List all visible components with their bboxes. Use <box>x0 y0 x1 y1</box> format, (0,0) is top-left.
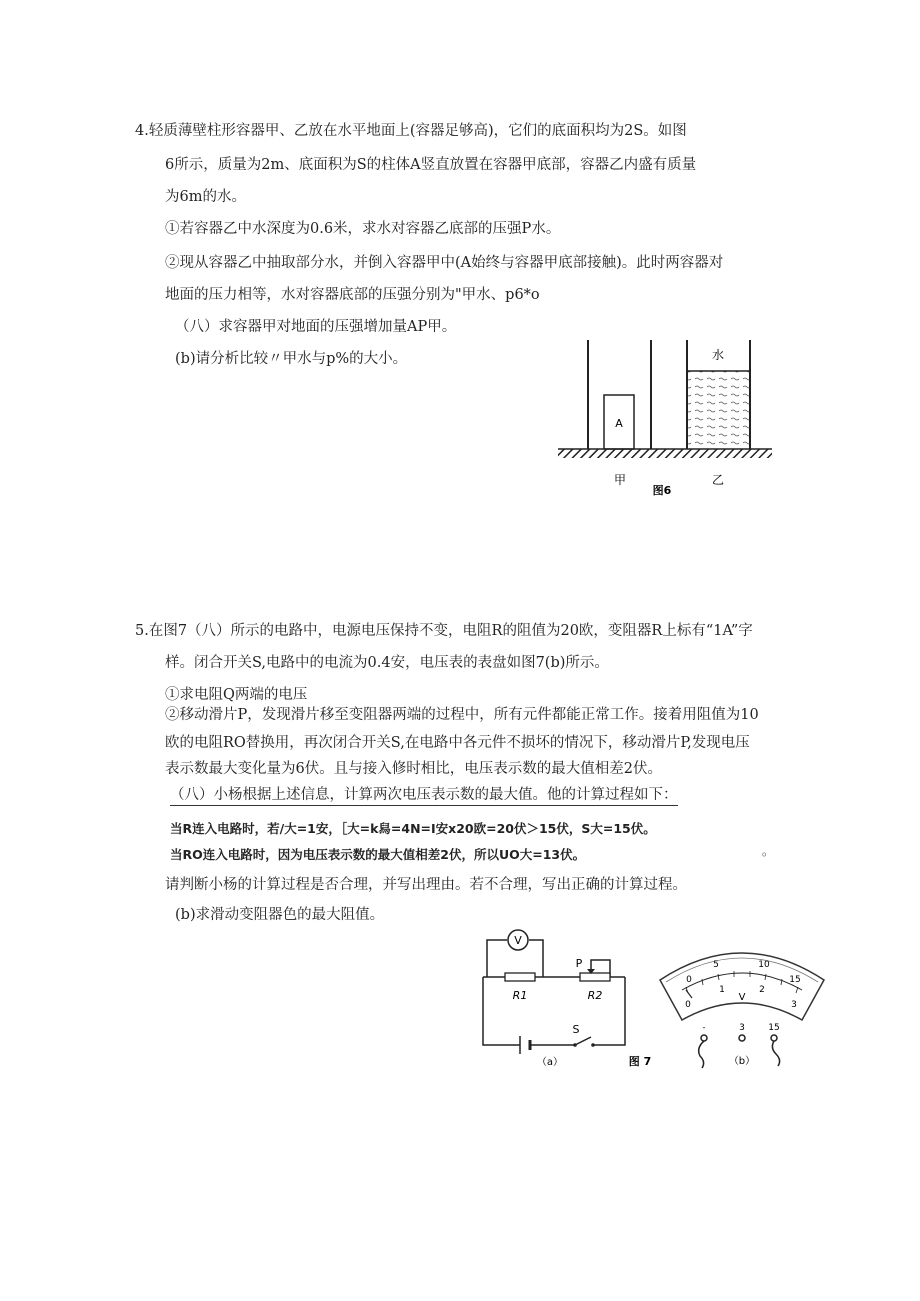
meter-unit: V <box>738 992 746 1003</box>
resistor-r1 <box>505 973 535 981</box>
figure-7a-circuit <box>475 925 665 1075</box>
q4-line-3: 为6m的水。 <box>165 189 246 205</box>
figure-6 <box>550 335 780 500</box>
figure-7-caption: 图 7 <box>628 1055 652 1068</box>
q5-line-2: 样。闭合开关S,电路中的电流为0.4安，电压表的表盘如图7(b)所示。 <box>165 655 609 671</box>
r1-label: R1 <box>512 989 528 1002</box>
terminal-3 <box>739 1035 745 1041</box>
wire-voltmeter-left <box>487 940 507 977</box>
slider-label: P <box>575 957 583 970</box>
q4-line-2: 6所示，质量为2m、底面积为S的柱体A竖直放置在容器甲底部，容器乙内盛有质量 <box>165 157 697 173</box>
q5-line-1: 5.在图7（八）所示的电路中，电源电压保持不变，电阻R的阻值为20欧，变阻器R上标有“1A”字 <box>135 623 753 639</box>
q4-line-1: 4.轻质薄壁柱形容器甲、乙放在水平地面上(容器足够高)，它们的底面积均为2S。如图 <box>135 123 687 139</box>
meter-top-tick-15: 15 <box>789 975 801 985</box>
meter-top-tick-5: 5 <box>713 960 719 970</box>
terminal-minus-label: - <box>702 1023 706 1032</box>
q5-line-4: ②移动滑片P，发现滑片移至变阻器两端的过程中，所有元件都能正常工作。接着用阻值为10 <box>165 707 759 723</box>
water-body <box>688 371 749 449</box>
terminal-15-label: 15 <box>768 1023 780 1033</box>
r2-label: R2 <box>587 989 603 1002</box>
meter-bottom-tick-3: 3 <box>791 1000 797 1010</box>
q5-line-5: 欧的电阻RO替换用，再次闭合开关S,在电路中各元件不损坏的情况下，移动滑片P,发现电压 <box>165 735 750 751</box>
wire-right-bottom <box>593 977 625 1045</box>
voltmeter-label: V <box>514 934 522 947</box>
q4-line-5: ②现从容器乙中抽取部分水，并倒入容器甲中(A始终与容器甲底部接触)。此时两容器对 <box>165 255 724 271</box>
wire-voltmeter-right <box>529 940 543 977</box>
cylinder-a-label: A <box>615 417 623 430</box>
figure-6-caption: 图6 <box>652 484 672 497</box>
water-label: 水 <box>711 348 725 362</box>
meter-bottom-tick-0: 0 <box>685 1000 691 1010</box>
resistor-r2 <box>580 973 610 981</box>
wire-terminal-minus <box>699 1041 704 1068</box>
meter-bottom-tick-2: 2 <box>759 985 765 995</box>
terminal-3-label: 3 <box>739 1023 745 1033</box>
figure-7a-label: （a） <box>536 1057 564 1068</box>
wire-left-bottom <box>483 977 520 1045</box>
wire-terminal-15 <box>772 1041 779 1066</box>
switch-label: S <box>572 1023 580 1036</box>
container-jia-label: 甲 <box>613 473 627 487</box>
q5-calc-1: 当R连入电路时，若/大=1安，［大=k舄=4N=I安x20欧=20伏＞15伏，S大=15伏。 <box>170 821 656 836</box>
meter-top-tick-0: 0 <box>686 975 692 985</box>
q5-line-9: (b)求滑动变阻器色的最大阻值。 <box>175 907 385 923</box>
q5-line-6: 表示数最大变化量为6伏。且与接入修时相比，电压表示数的最大值相差2伏。 <box>165 761 662 777</box>
q4-line-8: (b)请分析比较〃甲水与p%的大小。 <box>175 351 408 367</box>
terminal-minus <box>701 1035 707 1041</box>
meter-top-tick-10: 10 <box>758 960 770 970</box>
meter-bottom-tick-1: 1 <box>719 985 725 995</box>
figure-7b-meter <box>652 940 832 1080</box>
container-yi-label: 乙 <box>711 473 725 487</box>
q5-line-8: 请判断小杨的计算过程是否合理，并写出理由。若不合理，写出正确的计算过程。 <box>165 877 687 893</box>
ground <box>558 449 772 458</box>
q5-line-7: （八）小杨根据上述信息，计算两次电压表示数的最大值。他的计算过程如下： <box>170 786 678 806</box>
figure-7b-label: （b） <box>728 1056 756 1067</box>
q5-calc-2: 当RO连入电路时，因为电压表示数的最大值相差2伏，所以UO大=13伏。 <box>170 847 586 862</box>
q5-calc-2-mark: 。 <box>762 844 775 858</box>
terminal-15 <box>771 1035 777 1041</box>
q4-line-4: ①若容器乙中水深度为0.6米，求水对容器乙底部的压强P水。 <box>165 221 561 237</box>
q4-line-7: （八）求容器甲对地面的压强增加量AP甲。 <box>175 319 457 335</box>
q5-line-3: ①求电阻Q两端的电压 <box>165 687 308 703</box>
switch-lever <box>575 1037 591 1045</box>
q4-line-6: 地面的压力相等，水对容器底部的压强分别为"甲水、p6*o <box>165 287 540 303</box>
